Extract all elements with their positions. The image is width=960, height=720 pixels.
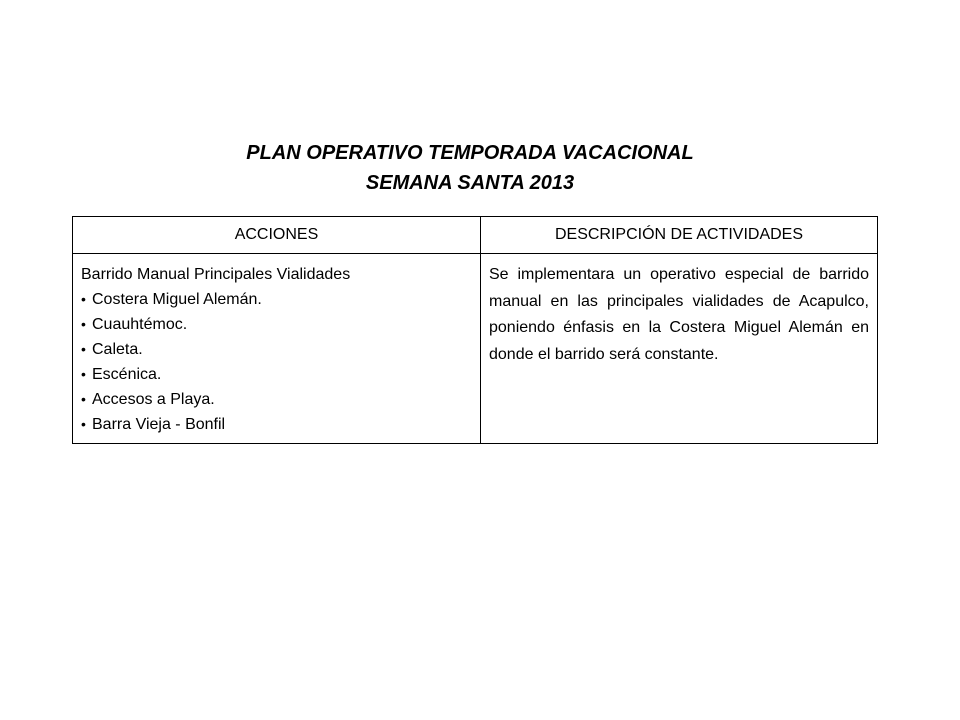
descripcion-cell: Se implementara un operativo especial de barrido manual en las principales vialidades de Acapulco, poniendo énfasis en la Costera Miguel Alemán en donde el barrido será constante. <box>481 254 878 444</box>
acciones-heading: Barrido Manual Principales Vialidades <box>81 266 351 283</box>
acciones-cell <box>73 254 481 444</box>
title-line-1: PLAN OPERATIVO TEMPORADA VACACIONAL <box>246 142 694 164</box>
bullet-icon: • <box>81 316 86 332</box>
list-item <box>81 312 472 337</box>
header-row <box>73 217 878 254</box>
bullet-icon: • <box>81 416 86 432</box>
header-acciones: ACCIONES <box>73 217 481 254</box>
list-item-label: Accesos a Playa. <box>92 391 215 408</box>
header-descripcion: DESCRIPCIÓN DE ACTIVIDADES <box>481 217 878 254</box>
list-item <box>81 287 472 312</box>
bullet-icon: • <box>81 341 86 357</box>
document-title <box>0 138 940 198</box>
bullet-icon: • <box>81 391 86 407</box>
title-line-2: SEMANA SANTA 2013 <box>365 172 575 194</box>
list-item-label: Escénica. <box>92 366 162 383</box>
acciones-list <box>81 287 472 437</box>
list-item <box>81 362 472 387</box>
list-item-label: Caleta. <box>92 341 143 358</box>
list-item <box>81 337 472 362</box>
plan-table <box>72 216 878 444</box>
table-row <box>73 254 878 444</box>
list-item <box>81 412 472 437</box>
list-item-label: Cuauhtémoc. <box>92 316 188 333</box>
bullet-icon: • <box>81 291 86 307</box>
list-item-label: Costera Miguel Alemán. <box>92 291 262 308</box>
list-item <box>81 387 472 412</box>
bullet-icon: • <box>81 366 86 382</box>
list-item-label: Barra Vieja - Bonfil <box>92 416 226 433</box>
